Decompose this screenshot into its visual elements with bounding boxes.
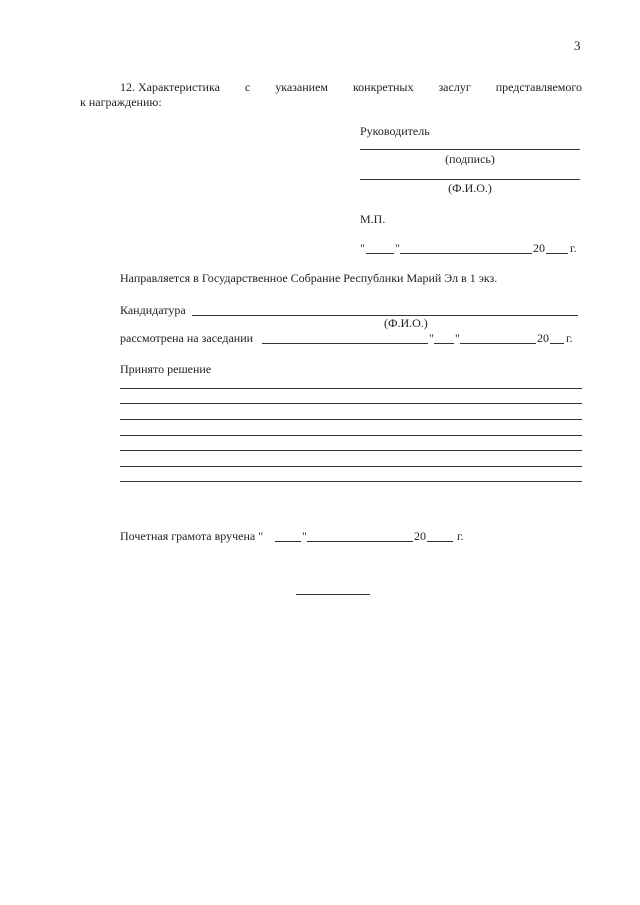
decision-line[interactable] (120, 466, 582, 467)
decision-line[interactable] (120, 435, 582, 436)
meeting-month-line[interactable] (460, 343, 536, 344)
page-number: 3 (574, 38, 581, 53)
decision-line[interactable] (120, 388, 582, 389)
item-12-word: конкретных (352, 80, 414, 94)
stamp-label: М.П. (360, 212, 386, 226)
award-day-line[interactable] (275, 541, 301, 542)
name-caption: (Ф.И.О.) (448, 181, 492, 195)
item-12-word: указанием (275, 80, 328, 94)
candidacy-caption: (Ф.И.О.) (384, 316, 428, 330)
sig-date-suffix: г. (570, 241, 577, 255)
signature-caption: (подпись) (445, 152, 495, 166)
sig-date-month-line[interactable] (400, 253, 532, 254)
item-12-line1 (120, 80, 582, 95)
meeting-line[interactable] (262, 343, 428, 344)
meeting-year: 20 (537, 331, 549, 345)
sig-date-year: 20 (533, 241, 545, 255)
name-line[interactable] (360, 179, 580, 180)
signature-line[interactable] (360, 149, 580, 150)
award-year: 20 (414, 529, 426, 543)
head-label: Руководитель (360, 124, 430, 138)
meeting-day-line[interactable] (434, 343, 454, 344)
decision-line[interactable] (120, 419, 582, 420)
award-suffix: г. (457, 529, 464, 543)
item-12-word: 12. Характеристика (120, 80, 220, 94)
sig-date-quote1: " (360, 241, 365, 255)
decision-label: Принято решение (120, 362, 212, 376)
sig-date-quote2: " (395, 241, 400, 255)
award-year-line[interactable] (427, 541, 453, 542)
reviewed-label: рассмотрена на заседании (120, 331, 254, 345)
sig-date-year-line[interactable] (546, 253, 568, 254)
item-12-word: представляемого (495, 80, 582, 94)
meeting-quote2: " (455, 331, 460, 345)
meeting-year-line[interactable] (550, 343, 564, 344)
item-12-line2: к награждению: (80, 95, 162, 109)
item-12-word: с (244, 80, 251, 94)
award-label: Почетная грамота вручена " (120, 529, 264, 543)
decision-line[interactable] (120, 403, 582, 404)
meeting-quote1: " (429, 331, 434, 345)
decision-line[interactable] (120, 481, 582, 482)
award-month-line[interactable] (307, 541, 413, 542)
decision-line[interactable] (120, 450, 582, 451)
meeting-suffix: г. (566, 331, 573, 345)
closing-rule (296, 594, 370, 595)
sent-to-text: Направляется в Государственное Собрание Республики Марий Эл в 1 экз. (120, 271, 498, 285)
item-12-word: заслуг (438, 80, 471, 94)
sig-date-day-line[interactable] (366, 253, 394, 254)
award-quote2: " (302, 529, 307, 543)
candidacy-label: Кандидатура (120, 303, 186, 317)
